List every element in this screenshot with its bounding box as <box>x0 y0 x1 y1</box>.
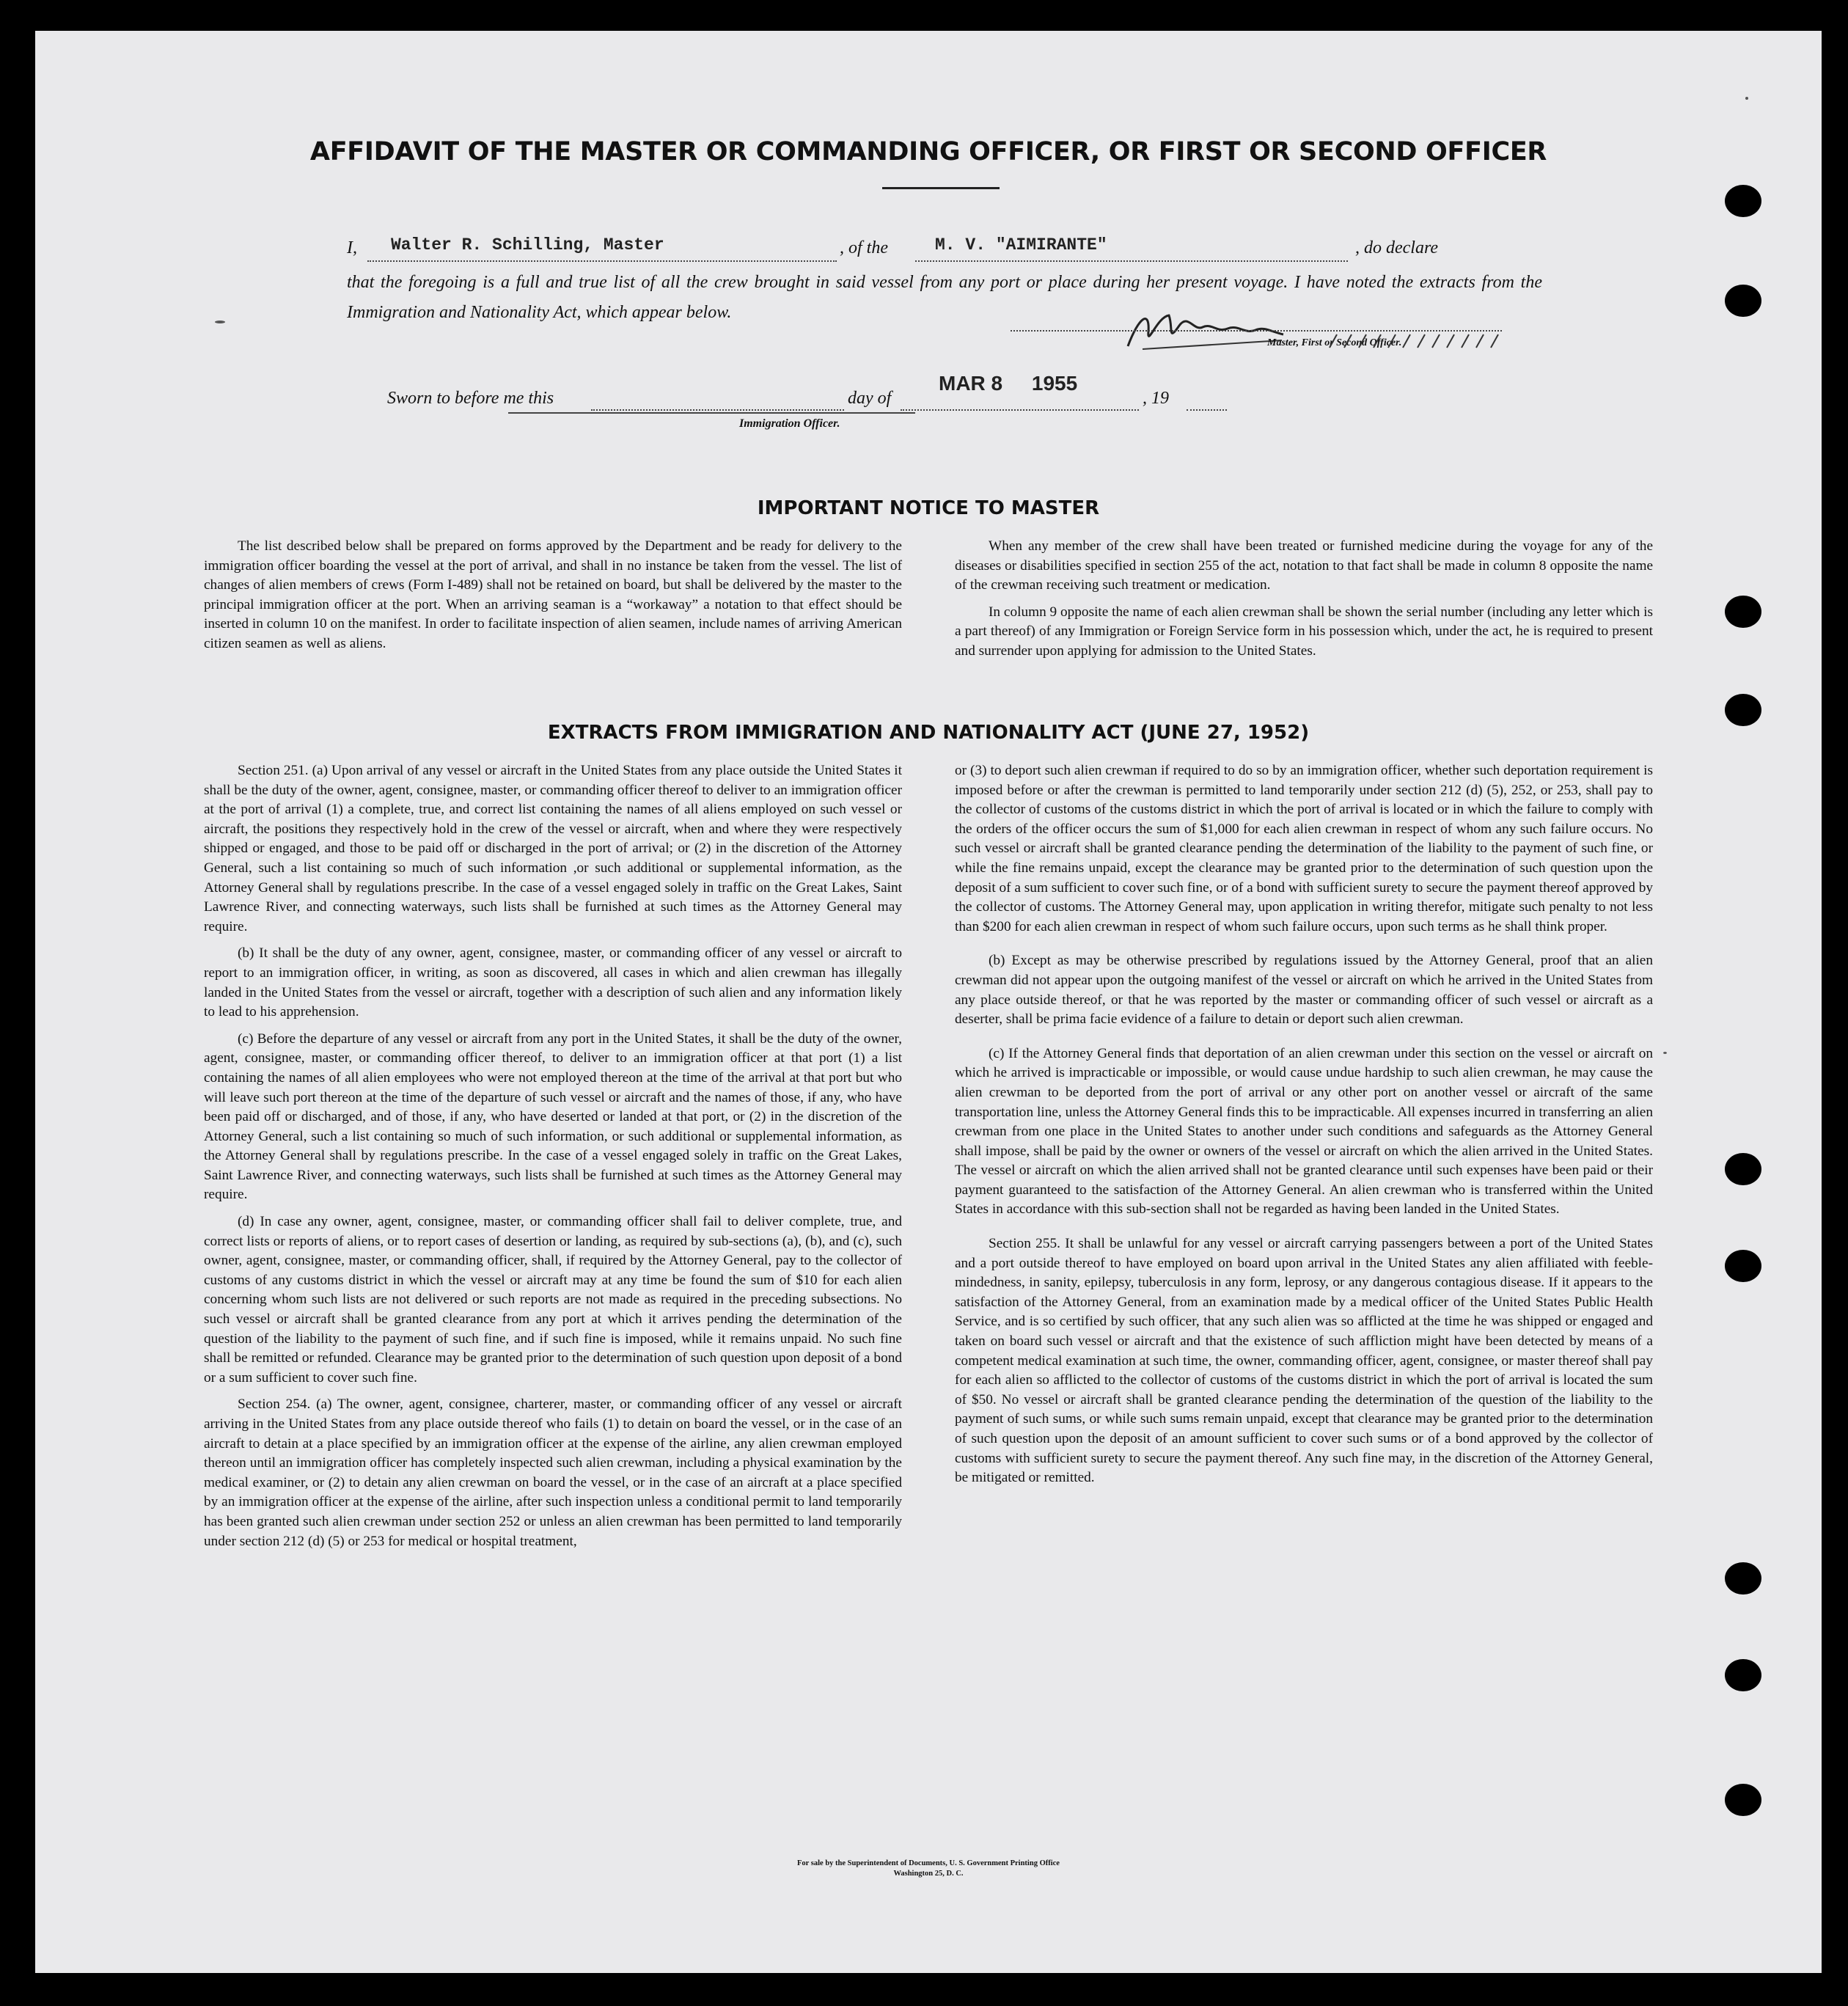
extract-paragraph: (b) Except as may be otherwise prescribed by regulations issued by the Attorney General, proof that an alien crewman did not appear upon the outgoing manifest of the vessel or aircraft on which he arrived in the United States from any place outside thereof, or that he was reported by the master or commanding officer of such vessel or aircraft as a deserter, shall be prima facie evidence of a failure to detain or deport such alien crewman. <box>955 953 1653 1028</box>
punch-hole <box>1725 596 1761 628</box>
document-page <box>35 31 1822 1973</box>
scan-speck <box>1663 1052 1667 1054</box>
extracts-left-column <box>204 761 902 1559</box>
sworn-label: Sworn to before me this <box>387 389 554 408</box>
extracts-right-column <box>955 761 1653 1496</box>
notice-heading: IMPORTANT NOTICE TO MASTER <box>757 497 1100 519</box>
do-declare-label: , do declare <box>1355 238 1439 257</box>
signature-caption: Master, First or Second Officer. <box>1267 337 1402 348</box>
immigration-officer-caption: Immigration Officer. <box>739 417 840 430</box>
declaration-line <box>347 235 1542 271</box>
punch-hole <box>1725 185 1761 217</box>
extract-paragraph: (c) If the Attorney General finds that deportation of an alien crewman under this section on the vessel or aircraft on which he arrived is impracticable or impossible, or would cause undue hardship to such alien crewman, he may cause the alien crewman to be deported from the port of arrival or any other port on another vessel or aircraft of the same transportation line, unless the Attorney General finds this to be impracticable. All expenses incurred in transferring an alien crewman from one place in the United States to another under such conditions and safeguards as the Attorney General shall impose, shall be paid by the owner or owners of the vessel or aircraft on which the alien arrived in the United States. The vessel or aircraft on which the alien arrived shall not be granted clearance until such expenses have been paid or their payment guaranteed to the satisfaction of the Attorney General. An alien crewman who is transferred within the United States in accordance with this sub-section shall not be regarded as having been landed in the United States. <box>955 1045 1653 1218</box>
punch-hole <box>1725 1784 1761 1816</box>
signature-line <box>1011 330 1502 332</box>
declaration-text: that the foregoing is a full and true list of all the crew brought in said vessel from any port or place during her present voyage. I have noted the extracts from the Immigration and Nationality Act, which appear below. <box>347 273 1542 322</box>
extract-paragraph: (c) Before the departure of any vessel or aircraft from any port in the United States, it shall be the duty of the owner, agent, consignee, master, or commanding officer thereof, to deliver to an immigration officer at that port (1) a list containing the names of all alien employees who were not employed thereon at the time of the arrival at that port but who will leave such port thereon at the time of the departure of such vessel or aircraft and the names of those, if any, who have been paid off or discharged, and of those, if any, who have deserted or landed at that port, or (2) in the discretion of the Attorney General, such a list containing so much of such information, or such additional or supplemental information, as the Attorney General shall by regulations prescribe. In the case of a vessel engaged solely in traffic on the Great Lakes, Saint Lawrence River, and connecting waterways, such lists shall be furnished at such times as the Attorney General may require. <box>204 1031 902 1203</box>
notice-paragraph: In column 9 opposite the name of each alien crewman shall be shown the serial number (including any letter which is a part thereof) of any Immigration or Foreign Service form in his possession which, under the act, he is required to present and surrender upon applying for admission to the United States. <box>955 604 1653 659</box>
month-field-line[interactable] <box>901 409 1139 411</box>
notice-paragraph: When any member of the crew shall have been treated or furnished medicine during the voyage for any of the diseases or disabilities specified in section 255 of the act, notation to that fact shall be made in column 8 opposite the name of the crewman receiving such treatment or medication. <box>955 538 1653 593</box>
punch-hole <box>1725 694 1761 726</box>
scan-speck <box>1745 97 1748 100</box>
master-name-field[interactable]: Walter R. Schilling, Master <box>391 235 664 255</box>
vessel-name-field[interactable]: M. V. "AIMIRANTE" <box>935 235 1107 255</box>
printing-office-footer <box>35 1859 1822 1879</box>
sworn-line <box>387 389 1267 418</box>
punch-hole <box>1725 1562 1761 1595</box>
date-stamp-month: MAR 8 <box>939 372 1003 395</box>
notice-left-column <box>204 537 902 662</box>
extracts-heading: EXTRACTS FROM IMMIGRATION AND NATIONALITY ACT (JUNE 27, 1952) <box>547 722 1310 744</box>
affidavit-title: AFFIDAVIT OF THE MASTER OR COMMANDING OFFICER, OR FIRST OR SECOND OFFICER <box>309 137 1547 166</box>
punch-hole <box>1725 285 1761 317</box>
year-field-line[interactable] <box>1187 409 1227 411</box>
footer-line-2: Washington 25, D. C. <box>893 1870 964 1878</box>
extract-paragraph: Section 254. (a) The owner, agent, consignee, charterer, master, or commanding officer of any vessel or aircraft arriving in the United States from any place outside thereof who fails (1) to detain on board the vessel, or in the case of an aircraft to detain at a place specified by an immigration officer at the expense of the airline, any alien crewman employed thereon until an immigration officer has completely inspected such alien crewman, including a physical examination by the medical examiner, or (2) to detain any alien crewman on board the vessel, or in the case of an aircraft at a place specified by an immigration officer at the expense of the airline, after such inspection unless a conditional permit to land temporarily has been granted such alien crewman under section 252 or unless an alien crewman has been permitted to land temporarily under section 212 (d) (5) or 253 for medical or hospital treatment, <box>204 1396 902 1549</box>
footer-line-1: For sale by the Superintendent of Documents, U. S. Government Printing Office <box>797 1859 1060 1867</box>
master-name-field-line <box>367 260 837 262</box>
notice-paragraph: The list described below shall be prepared on forms approved by the Department and be ready for delivery to the immigration officer boarding the vessel at the port of arrival, and shall in no instance be taken from the vessel. The list of changes of alien members of crews (Form I-489) shall not be retained on board, but shall be delivered by the master to the principal immigration officer at the port. When an arriving seaman is a “workaway” a notation to that effect should be inserted in column 10 on the manifest. In order to facilitate inspection of alien seamen, include names of arriving American citizen seamen as well as aliens. <box>204 538 902 651</box>
date-stamp-year: 1955 <box>1031 372 1078 395</box>
punch-hole <box>1725 1250 1761 1282</box>
vessel-name-field-line <box>915 260 1348 262</box>
extract-paragraph: (b) It shall be the duty of any owner, agent, consignee, master, or commanding officer of any vessel or aircraft to report to an immigration officer, in writing, as soon as discovered, all cases in which and alien crewman has illegally landed in the United States from the vessel or aircraft, together with a description of such alien and any information likely to lead to his apprehension. <box>204 945 902 1020</box>
day-of-label: day of <box>848 389 892 408</box>
extract-paragraph: Section 251. (a) Upon arrival of any vessel or aircraft in the United States from any place outside the United States it shall be the duty of the owner, agent, consignee, master, or commanding officer thereof to deliver to an immigration officer at the port of arrival (1) a complete, true, and correct list containing the names of all aliens employed on such vessel or aircraft, the positions they respectively hold in the crew of the vessel or aircraft, when and where they were respectively shipped or engaged, and those to be paid off or discharged in the port of arrival; or (2) in the discretion of the Attorney General, such a list containing so much of such information ,or such additional or supplemental information, as the Attorney General shall by regulations prescribe. In the case of a vessel engaged solely in traffic on the Great Lakes, Saint Lawrence River, and connecting waterways, such lists shall be furnished at such times as the Attorney General may require. <box>204 763 902 934</box>
year-label: , 19 <box>1143 389 1169 408</box>
scan-speck <box>215 321 225 323</box>
extract-paragraph: or (3) to deport such alien crewman if required to do so by an immigration officer, whether such deportation requirement is imposed before or after the crewman is permitted to land temporarily under section 212 (d) (5), 252, or 253, shall pay to the collector of customs of the customs district in which the port of arrival is located or in which the failure to comply with the orders of the officer occurs the sum of $1,000 for each alien crewman in respect of whom any such failure occurs. No such vessel or aircraft shall be granted clearance pending the determination of the liability to the payment of such fine, or while the fine remains unpaid, except the clearance may be granted prior to the determination of such question upon the deposit of a sum sufficient to cover such fine, or of a bond with sufficient surety to secure the payment thereof approved by the collector of customs. The Attorney General may, upon application in writing therefor, mitigate such penalty to not less than $200 for each alien crewman in respect of whom such failure occurs, upon such terms as he shall think proper. <box>955 763 1653 934</box>
master-signature <box>1121 302 1289 361</box>
title-divider <box>882 187 1000 189</box>
i-label: I, <box>347 238 357 257</box>
extract-paragraph: Section 255. It shall be unlawful for any vessel or aircraft carrying passengers between a port of the United States and a port outside thereof to have employed on board upon arrival in the United States any alien affiliated with feeble-mindedness, in sanity, epilepsy, tuberculosis in any form, leprosy, or any dangerous contagious disease. If it appears to the satisfaction of the Attorney General, from an examination made by a medical officer of the United States Public Health Service, and is so certified by such officer, that any such alien was so afflicted at the time he was shipped or engaged and taken on board such vessel or aircraft and that the existence of such affliction might have been detected by means of a competent medical examination at such time, the owner, commanding officer, agent, consignee, or master thereof shall pay for each alien so afflicted to the collector of customs of the customs district in which the port of arrival is located the sum of $50. No vessel or aircraft shall be granted clearance pending the determination of the question of the liability to the payment of such sums, or while such sums remain unpaid, except that clearance may be granted prior to the determination of such question upon the deposit of an amount sufficient to cover such sums or of a bond approved by the collector of customs with sufficient surety to secure the payment thereof. Any such fine may, in the discretion of the Attorney General, be mitigated or remitted. <box>955 1236 1653 1486</box>
notice-right-column <box>955 537 1653 669</box>
day-field-line[interactable] <box>591 409 844 411</box>
date-stamp <box>939 372 1077 395</box>
strikeout-marks <box>1326 333 1502 351</box>
punch-hole <box>1725 1153 1761 1185</box>
of-the-label: , of the <box>840 238 888 257</box>
extract-paragraph: (d) In case any owner, agent, consignee, master, or commanding officer shall fail to deliver complete, true, and correct lists or reports of aliens, or to report cases of desertion or landing, as required by sub-sections (a), (b), and (c), such owner, agent, consignee, master, or commanding officer, shall, if required by the Attorney General, pay to the collector of customs of any customs district in which the vessel or aircraft may at any time be found the sum of $10 for each alien concerning whom such lists are not delivered or such reports are not made as required in the preceding subsections. No such vessel or aircraft shall be granted clearance from any port at which it arrives pending the determination of the question of the liability to the payment of such fine, and if such fine is imposed, while it remains unpaid. No such fine shall be remitted or refunded. Clearance may be granted prior to the determination of such question upon deposit of a bond or a sum sufficient to cover such fine. <box>204 1214 902 1385</box>
punch-hole <box>1725 1659 1761 1691</box>
immigration-officer-signature-line[interactable] <box>508 412 915 414</box>
